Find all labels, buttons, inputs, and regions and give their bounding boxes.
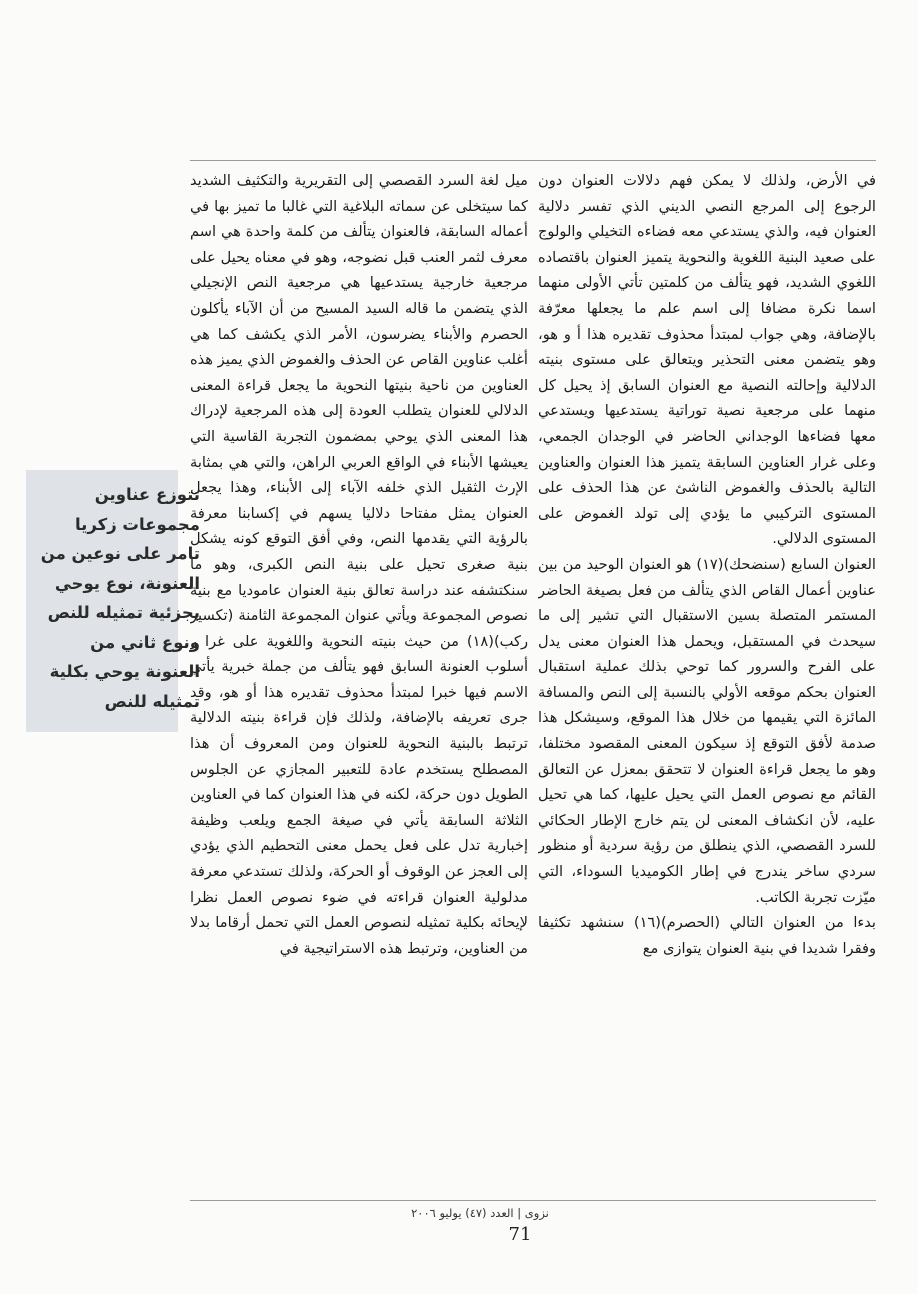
issue-footer: نزوى | العدد (٤٧) يوليو ٢٠٠٦ [411,1206,549,1220]
page-number: 71 [508,1224,532,1245]
paragraph: العنوان السابع (سنضحك)(١٧) هو العنوان الوحيد من بين عناوين أعمال القاص الذي يتألف من فعل بصيغة الحاضر المستمر المتصلة بسين الاستقبال التي تشير إلى ما سيحدث في المستقبل، ويحمل هذا العنوان معنى يدل على الفرح والسرور كما توحي بذلك عملية استقبال العنوان بحكم موقعه الأولي بالنسبة إلى النص والمسافة المائزة التي يقيمها من خلال هذا الموقع، وسيشكل هذا صدمة لأفق التوقع إذ سيكون المعنى المقصود مختلفا، وهو ما يجعل قراءة العنوان لا تتحقق بمعزل عن التعالق القائم مع نصوص العمل التي يحيل عليها، كما هي تحيل عليه، لأن انكشاف المعنى لن يتم خارج الإطار الحكائي للسرد القصصي، الذي ينطلق من رؤية سردية أو منظور سردي ساخر يندرج في إطار الكوميديا السوداء، التي ميّزت تجربة الكاتب. [538,555,876,906]
top-divider [190,160,876,161]
article-column-left [190,168,528,1194]
paragraph: في الأرض، ولذلك لا يمكن فهم دلالات العنوان دون الرجوع إلى المرجع النصي الديني الذي تفسر دلالية العنوان فيه، والذي يستدعي معه فضاءه التخيلي والولوج على صعيد البنية اللغوية والنحوية يتميز العنوان باقتصاده اللغوي الشديد، فهو يتألف من كلمتين تأتي الأولى منهما اسما نكرة مضافا إلى اسم علم ما يجعلها معرّفة بالإضافة، وهي جواب لمبتدأ محذوف تقديره هذا أ و هو، وهو يتضمن معنى التحذير ويتعالق على مستوى بنيته الدلالية وإحالته النصية مع العنوان السابق إذ يحيل كل منهما على مرجعية نصية توراتية يستدعيها ويستدعي معها فضاءها الوجداني الحاضر في الوجدان الجمعي، وعلى غرار العناوين السابقة يتميز هذا العنوان والعناوين التالية بالحذف والغموض الناشئ عن هذا الحذف على المستوى التركيبي ما يؤدي إلى تولد الغموض على المستوى الدلالي. [538,172,876,548]
article-column-right [538,168,876,1194]
bottom-divider [190,1200,876,1201]
pull-quote-box [26,470,200,732]
pull-quote-text: تتوزع عناوين مجموعات زكريا تامر على نوعين من العنونة، نوع يوحي بجزئية تمثيله للنص ونوع ثاني من العنونة يوحي بكلية تمثيله للنص [40,485,200,711]
paragraph: ميل لغة السرد القصصي إلى التقريرية والتكثيف الشديد كما سيتخلى عن سماته البلاغية التي غالبا ما تميز بها في أعماله السابقة، فالعنوان يتألف من كلمة واحدة هي اسم معرف لثمر العنب قبل نضوجه، وهو في معناه يحيل على مرجعية خارجية يستدعيها هي مرجعية النص الإنجيلي الذي يتضمن ما قاله السيد المسيح من أن الآباء يأكلون الحصرم والأبناء يضرسون، الأمر الذي يكشف كما هي أغلب عناوين القاص عن الحذف والغموض الذي يميز هذه العناوين من ناحية بنيتها النحوية ما يجعل قراءة المعنى الدلالي للعنوان يتطلب العودة إلى هذه المرجعية لإدراك هذا المعنى الذي يوحي بمضمون التجربة القاسية التي يعيشها الأبناء في الواقع العربي الراهن، والتي هي بمثابة الإرث الثقيل الذي خلفه الآباء إلى الأبناء، وهذا يجعل العنوان يمثل مفتاحا دلاليا يسهم في إكسابنا معرفة بالرؤية التي يقدمها النص، وفي أفق التوقع كونه يشكل بنية صغرى تحيل على بنية النص الكبرى، وهو ما سنكتشفه عند دراسة تعالق بنية العنوان عاموديا مع بنية نصوص المجموعة ويأتي عنوان المجموعة الثامنة (تكسير ركب)(١٨) من حيث بنيته النحوية واللغوية على غرا ر أسلوب العنونة السابق فهو يتألف من جملة خبرية يأتي الاسم فيها خبرا لمبتدأ محذوف تقديره هذا أو هو، وقد جرى تعريفه بالإضافة، ولذلك فإن قراءة بنيته الدلالية ترتبط بالبنية النحوية للعنوان ومن المعروف أن هذا المصطلح يستخدم عادة للتعبير المجازي عن الجلوس الطويل دون حركة، لكنه في هذا العنوان كما في العناوين الثلاثة السابقة يأتي في صيغة الجمع ويلعب وظيفة إخبارية تدل على فعل يحمل معنى التحطيم الذي يؤدي إلى العجز عن الوقوف أو الحركة، ولذلك تستدعي معرفة مدلولية العنوان قراءته في ضوء نصوص العمل نظرا لإيحائه بكلية تمثيله لنصوص العمل التي تحمل أرقاما بدلا من العناوين، وترتبط هذه الاستراتيجية في [190,172,528,957]
paragraph: بدءا من العنوان التالي (الحصرم)(١٦) سنشهد تكثيفا وفقرا شديدا في بنية العنوان يتوازى مع [538,914,876,957]
